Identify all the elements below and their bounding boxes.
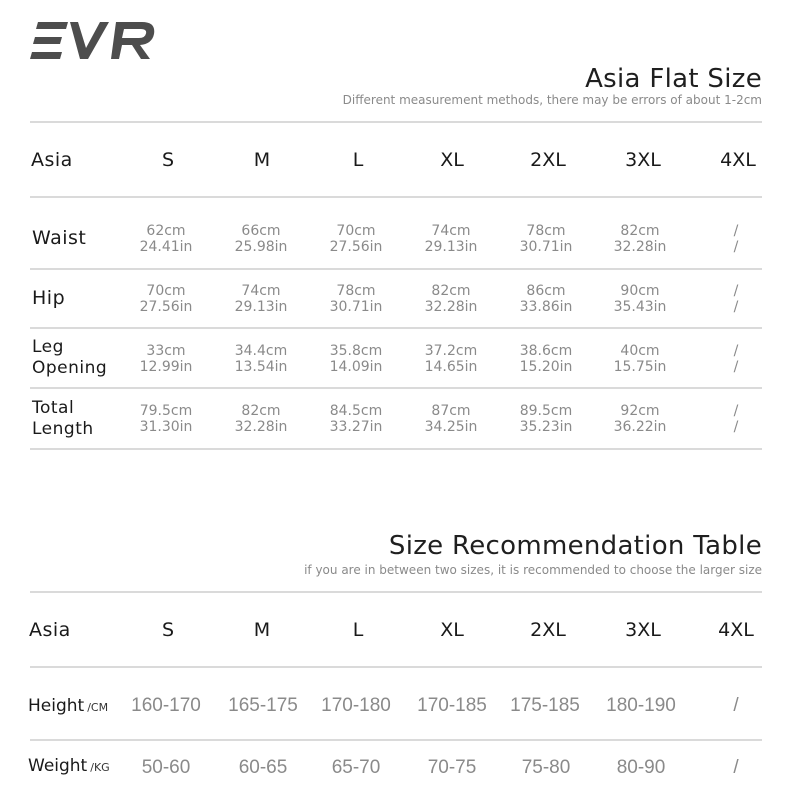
header-size: S [161, 619, 175, 641]
table-cell: 38.6cm 15.20in [519, 343, 573, 375]
table-cell: 70cm 27.56in [139, 283, 193, 315]
table-cell: 79.5cm 31.30in [139, 403, 193, 435]
table-cell: 40cm 15.75in [613, 343, 667, 375]
header-size: 2XL [530, 619, 566, 641]
table-cell: 170-185 [417, 695, 487, 716]
header-size: L [352, 619, 364, 641]
evr-logo [30, 18, 158, 64]
table-cell: 82cm 32.28in [613, 223, 667, 255]
row-label-hip: Hip [32, 287, 66, 309]
table-cell: / [733, 757, 739, 778]
row-label-waist: Waist [32, 227, 87, 249]
divider [30, 666, 762, 668]
divider [30, 121, 762, 123]
header-size: M [253, 149, 271, 171]
table-cell: 180-190 [606, 695, 676, 716]
table-cell: 82cm 32.28in [424, 283, 478, 315]
table-cell: 37.2cm 14.65in [424, 343, 478, 375]
table-cell: 65-70 [331, 757, 381, 778]
header-size: 4XL [718, 619, 754, 641]
table-cell: 60-65 [238, 757, 288, 778]
row-label-height: Height /CM [28, 696, 109, 716]
table-cell: 170-180 [321, 695, 391, 716]
table-cell: 70cm 27.56in [329, 223, 383, 255]
table-cell: / / [733, 283, 739, 315]
header-size: S [161, 149, 175, 171]
table-cell: 87cm 34.25in [424, 403, 478, 435]
row-label-weight: Weight /KG [28, 756, 110, 776]
table-cell: / / [733, 223, 739, 255]
divider [30, 591, 762, 593]
table-cell: 74cm 29.13in [424, 223, 478, 255]
header-size: 4XL [720, 149, 756, 171]
table-cell: 92cm 36.22in [613, 403, 667, 435]
recommendation-title: Size Recommendation Table [388, 531, 762, 561]
table-cell: 62cm 24.41in [139, 223, 193, 255]
table-cell: 82cm 32.28in [234, 403, 288, 435]
flat-size-subtitle: Different measurement methods, there may be errors of about 1-2cm [342, 93, 762, 107]
table-cell: 78cm 30.71in [519, 223, 573, 255]
header-size: L [352, 149, 364, 171]
table-cell: 66cm 25.98in [234, 223, 288, 255]
row-label-leg-opening: Leg Opening [32, 337, 108, 378]
table-cell: 175-185 [510, 695, 580, 716]
header-size: 2XL [530, 149, 566, 171]
flat-size-title: Asia Flat Size [585, 64, 762, 94]
header-size: 3XL [625, 619, 661, 641]
table-cell: 75-80 [521, 757, 571, 778]
table-cell: 78cm 30.71in [329, 283, 383, 315]
table-cell: 89.5cm 35.23in [519, 403, 573, 435]
table-cell: 165-175 [228, 695, 298, 716]
divider [30, 327, 762, 329]
header-region: Asia [31, 149, 73, 171]
divider [30, 196, 762, 198]
table-cell: 33cm 12.99in [139, 343, 193, 375]
table-cell: / / [733, 403, 739, 435]
table-cell: 160-170 [131, 695, 201, 716]
table-cell: 50-60 [141, 757, 191, 778]
table-cell: 84.5cm 33.27in [329, 403, 383, 435]
divider [30, 268, 762, 270]
table-cell: 86cm 33.86in [519, 283, 573, 315]
row-label-total-length: Total Length [32, 398, 94, 439]
header-size: XL [440, 149, 464, 171]
table-cell: 35.8cm 14.09in [329, 343, 383, 375]
table-cell: / / [733, 343, 739, 375]
table-cell: 90cm 35.43in [613, 283, 667, 315]
table-cell: 34.4cm 13.54in [234, 343, 288, 375]
divider [30, 387, 762, 389]
header-size: 3XL [625, 149, 661, 171]
divider [30, 448, 762, 450]
header-size: M [253, 619, 271, 641]
recommendation-subtitle: if you are in between two sizes, it is recommended to choose the larger size [304, 563, 762, 577]
header-size: XL [440, 619, 464, 641]
table-cell: 80-90 [616, 757, 666, 778]
divider [30, 739, 762, 741]
table-cell: 70-75 [427, 757, 477, 778]
header-region: Asia [29, 619, 71, 641]
table-cell: 74cm 29.13in [234, 283, 288, 315]
table-cell: / [733, 695, 739, 716]
